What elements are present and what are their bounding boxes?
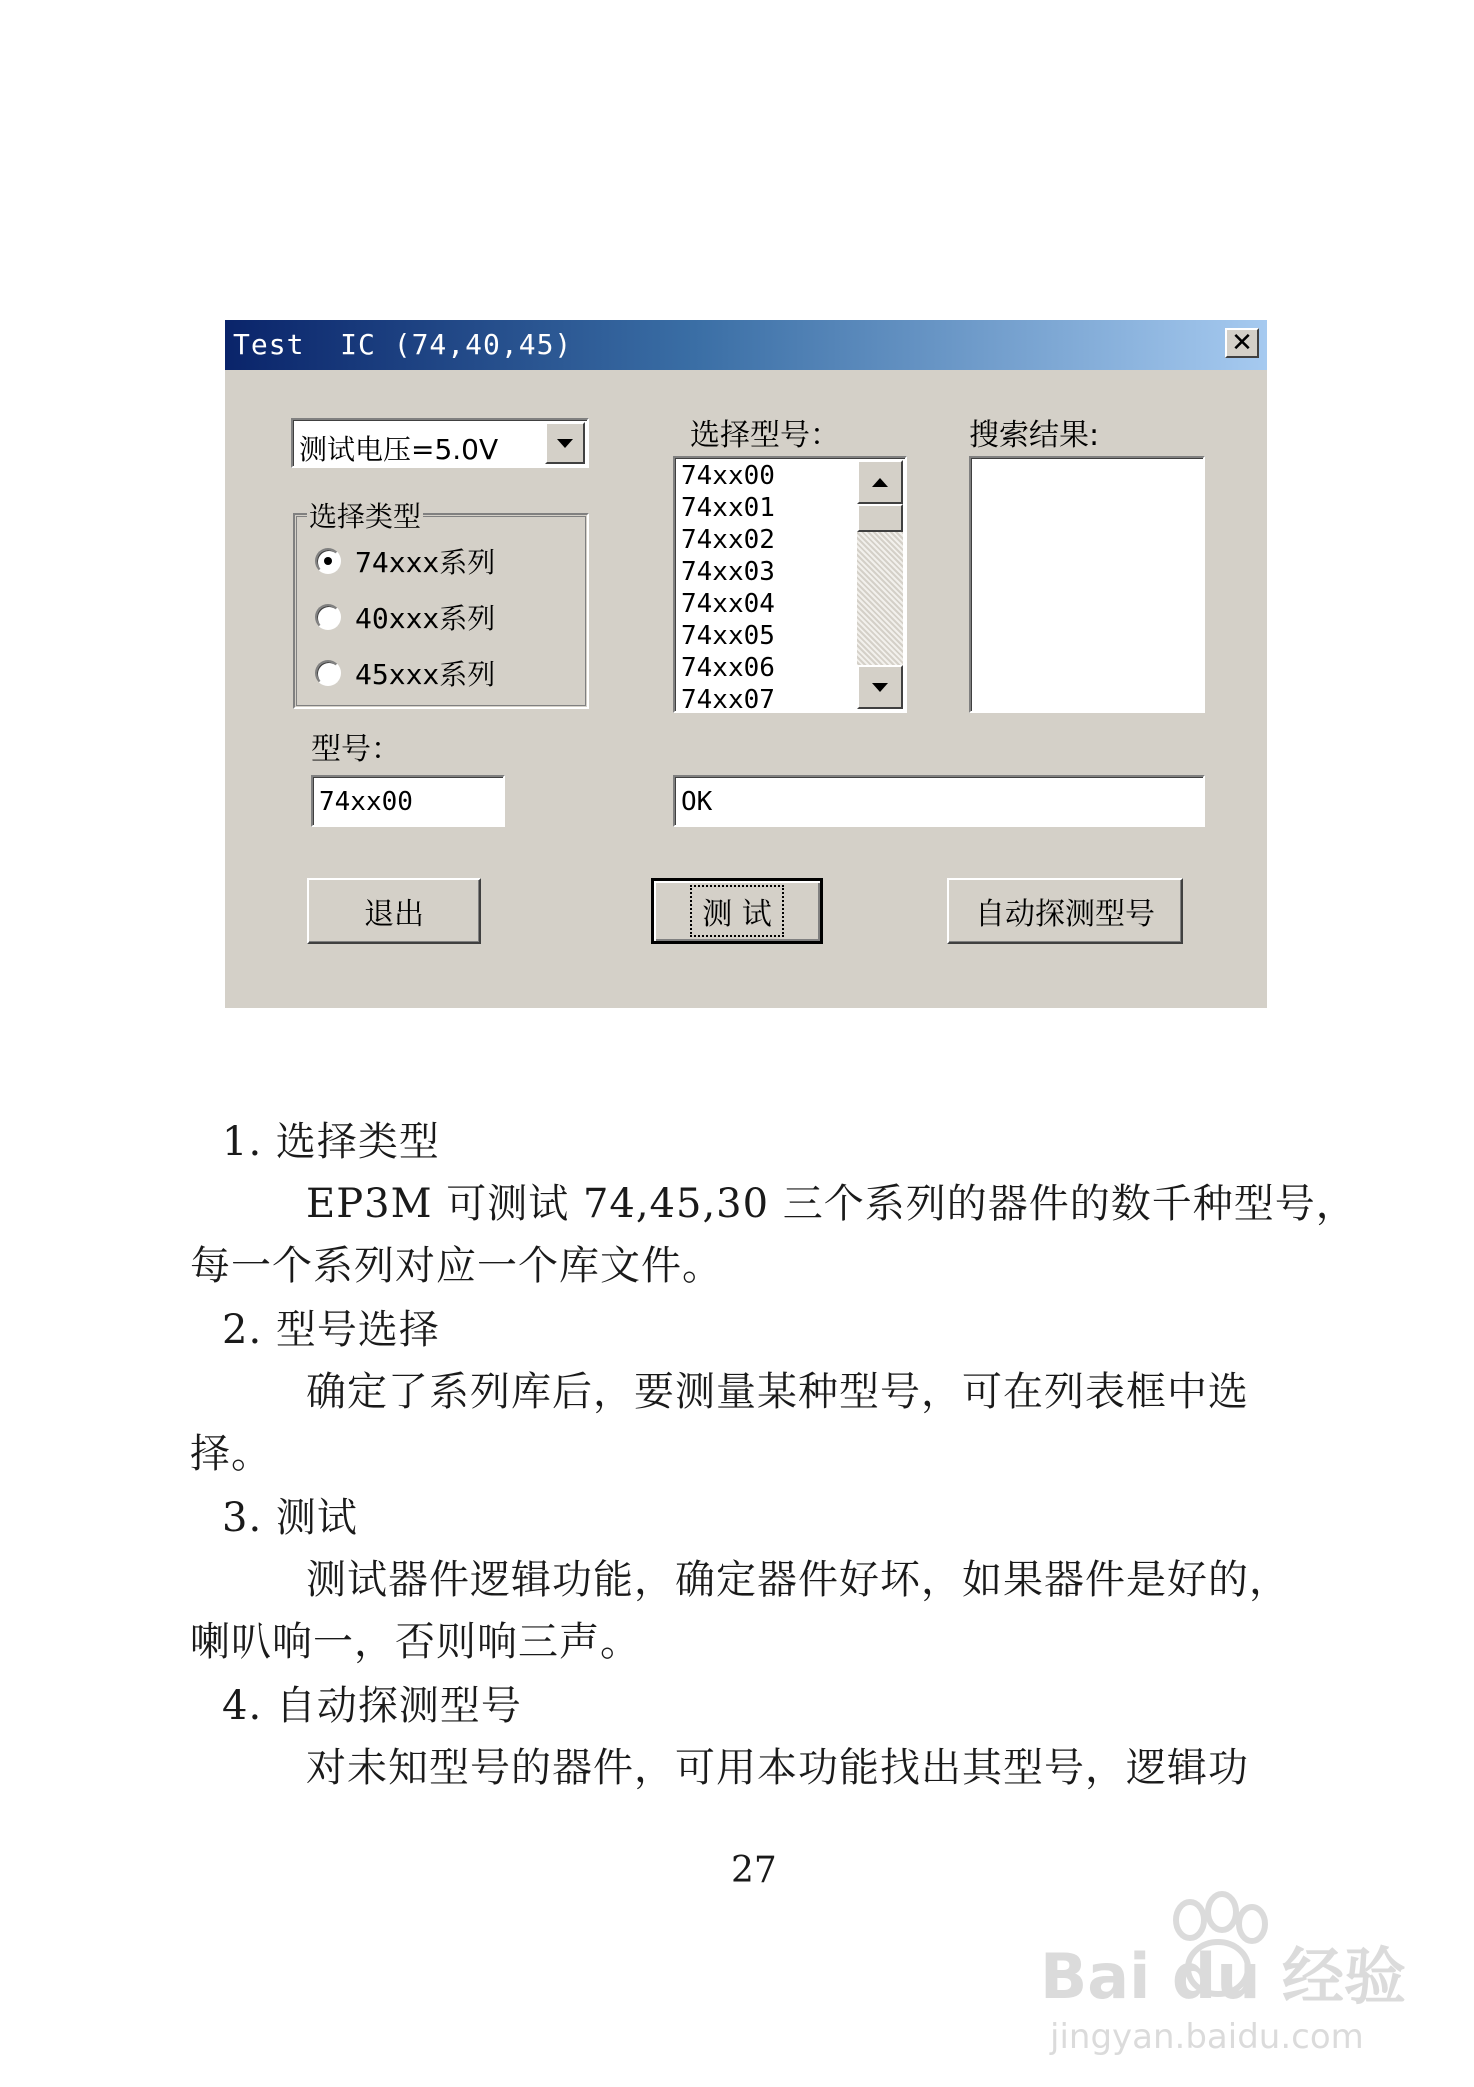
radio-button-icon bbox=[315, 660, 341, 686]
model-input[interactable] bbox=[311, 775, 505, 827]
search-results-box[interactable] bbox=[969, 456, 1205, 713]
paragraph-line: 测试器件逻辑功能，确定器件好坏，如果器件是好的， bbox=[306, 1557, 1290, 1603]
page-number: 27 bbox=[731, 1850, 777, 1891]
status-field bbox=[673, 775, 1205, 827]
close-icon: ✕ bbox=[1231, 328, 1253, 358]
list-item[interactable]: 74xx00 bbox=[681, 461, 775, 491]
auto-detect-button-label: 自动探测型号 bbox=[975, 897, 1155, 932]
paragraph-line: 对未知型号的器件，可用本功能找出其型号，逻辑功 bbox=[306, 1745, 1249, 1791]
paragraph-line: 喇叭响一，否则响三声。 bbox=[190, 1619, 641, 1665]
radio-40xxx[interactable] bbox=[315, 597, 495, 637]
model-listbox[interactable] bbox=[673, 456, 907, 713]
model-list-scrollbar[interactable] bbox=[857, 460, 903, 709]
model-list-label: 选择型号： bbox=[690, 418, 840, 453]
scroll-up-button[interactable] bbox=[857, 460, 903, 504]
chevron-down-icon bbox=[557, 439, 573, 448]
radio-45xxx[interactable] bbox=[315, 653, 495, 693]
list-item[interactable]: 74xx01 bbox=[681, 493, 775, 523]
radio-label: 74xxx系列 bbox=[355, 546, 496, 579]
baidu-paw-logo bbox=[1040, 1880, 1420, 2060]
paragraph-line: 确定了系列库后，要测量某种型号，可在列表框中选 bbox=[306, 1369, 1249, 1415]
type-group-legend: 选择类型 bbox=[307, 495, 423, 535]
section-heading: 3. 测试 bbox=[222, 1495, 358, 1541]
test-ic-dialog bbox=[225, 320, 1267, 1008]
model-input-value: 74xx00 bbox=[319, 787, 413, 817]
exit-button-label: 退出 bbox=[364, 897, 424, 932]
arrow-down-icon bbox=[872, 683, 888, 692]
voltage-select-value: 测试电压=5.0V bbox=[299, 433, 499, 466]
radio-button-icon bbox=[315, 548, 341, 574]
radio-label: 45xxx系列 bbox=[355, 658, 496, 691]
radio-74xxx[interactable] bbox=[315, 541, 495, 581]
section-heading: 1. 选择类型 bbox=[222, 1119, 440, 1165]
voltage-select[interactable] bbox=[291, 418, 589, 468]
radio-button-icon bbox=[315, 604, 341, 630]
arrow-up-icon bbox=[872, 478, 888, 487]
list-item[interactable]: 74xx03 bbox=[681, 557, 775, 587]
list-item[interactable]: 74xx04 bbox=[681, 589, 775, 619]
watermark-url: jingyan.baidu.com bbox=[1050, 2017, 1364, 2057]
status-value: OK bbox=[681, 787, 713, 817]
model-field-label: 型号： bbox=[311, 732, 401, 767]
dialog-titlebar[interactable] bbox=[225, 320, 1267, 370]
paragraph-line: 择。 bbox=[190, 1431, 272, 1477]
section-heading: 2. 型号选择 bbox=[222, 1307, 440, 1353]
test-button-label: 测 试 bbox=[690, 885, 784, 937]
paragraph-line: EP3M 可测试 74,45,30 三个系列的器件的数千种型号， bbox=[306, 1181, 1357, 1227]
close-button[interactable] bbox=[1225, 328, 1259, 358]
section-heading: 4. 自动探测型号 bbox=[222, 1683, 522, 1729]
dialog-title: Test IC (74,40,45) bbox=[233, 328, 573, 361]
list-item[interactable]: 74xx02 bbox=[681, 525, 775, 555]
baidu-watermark bbox=[1040, 1880, 1420, 2060]
auto-detect-button[interactable] bbox=[947, 878, 1183, 944]
test-button[interactable] bbox=[651, 878, 823, 944]
exit-button[interactable] bbox=[307, 878, 481, 944]
list-item[interactable]: 74xx07 bbox=[681, 685, 775, 713]
radio-label: 40xxx系列 bbox=[355, 602, 496, 635]
search-results-label: 搜索结果: bbox=[969, 418, 1100, 453]
type-groupbox bbox=[293, 500, 589, 709]
list-item[interactable]: 74xx06 bbox=[681, 653, 775, 683]
watermark-brand: Bai du 经验 bbox=[1040, 1940, 1407, 2013]
paragraph-line: 每一个系列对应一个库文件。 bbox=[190, 1243, 723, 1289]
scroll-down-button[interactable] bbox=[857, 665, 903, 709]
scrollbar-thumb[interactable] bbox=[857, 504, 903, 532]
radio-selected-dot bbox=[324, 557, 332, 565]
list-item[interactable]: 74xx05 bbox=[681, 621, 775, 651]
voltage-dropdown-button[interactable] bbox=[545, 422, 585, 464]
